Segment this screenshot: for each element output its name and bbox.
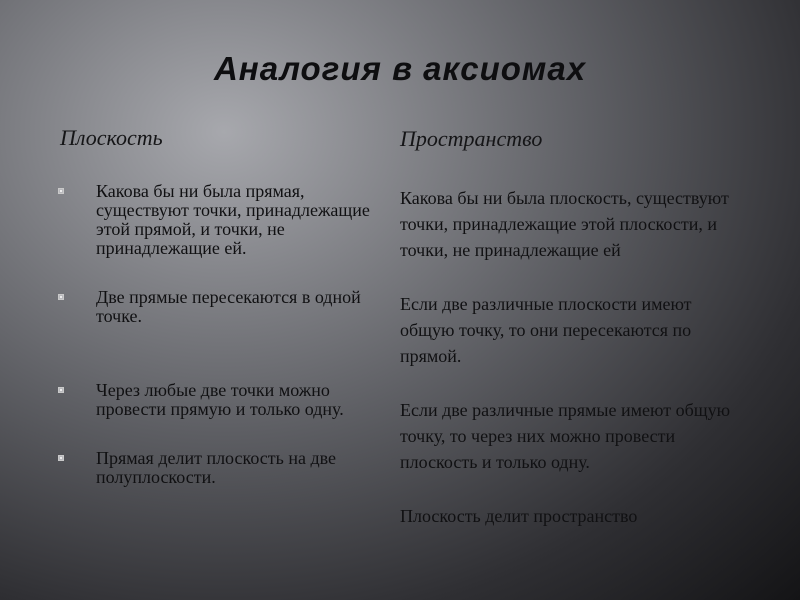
list-item [58, 449, 378, 487]
square-bullet-icon [58, 455, 64, 461]
right-paragraph: Если две различные прямые имеют общую точку, то через них можно провести плоскость и только одну. [400, 400, 731, 472]
list-item [58, 381, 378, 419]
left-bullet-list [58, 182, 378, 487]
square-bullet-icon [58, 294, 64, 300]
list-item-text: Две прямые пересекаются в одной точке. [96, 287, 361, 326]
square-bullet-icon [58, 188, 64, 194]
left-column-heading: Плоскость [60, 125, 163, 150]
list-item-text: Какова бы ни была прямая, существуют точки, принадлежащие этой прямой, и точки, не принадлежащие ей. [96, 181, 370, 258]
right-column-heading: Пространство [400, 126, 543, 151]
right-paragraph: Если две различные плоскости имеют общую точку, то они пересекаются по прямой. [400, 294, 692, 366]
square-bullet-icon [58, 387, 64, 393]
right-paragraph: Какова бы ни была плоскость, существуют точки, принадлежащие этой плоскости, и точки, не принадлежащие ей [400, 188, 729, 260]
right-paragraph: Плоскость делит пространство [400, 506, 638, 526]
slide-title: Аналогия в аксиомах [213, 50, 587, 87]
list-item [58, 182, 378, 258]
right-column-text [400, 185, 740, 529]
list-item [58, 288, 378, 326]
list-item-text: Через любые две точки можно провести прямую и только одну. [96, 380, 344, 419]
list-item-text: Прямая делит плоскость на две полуплоскости. [96, 448, 337, 487]
